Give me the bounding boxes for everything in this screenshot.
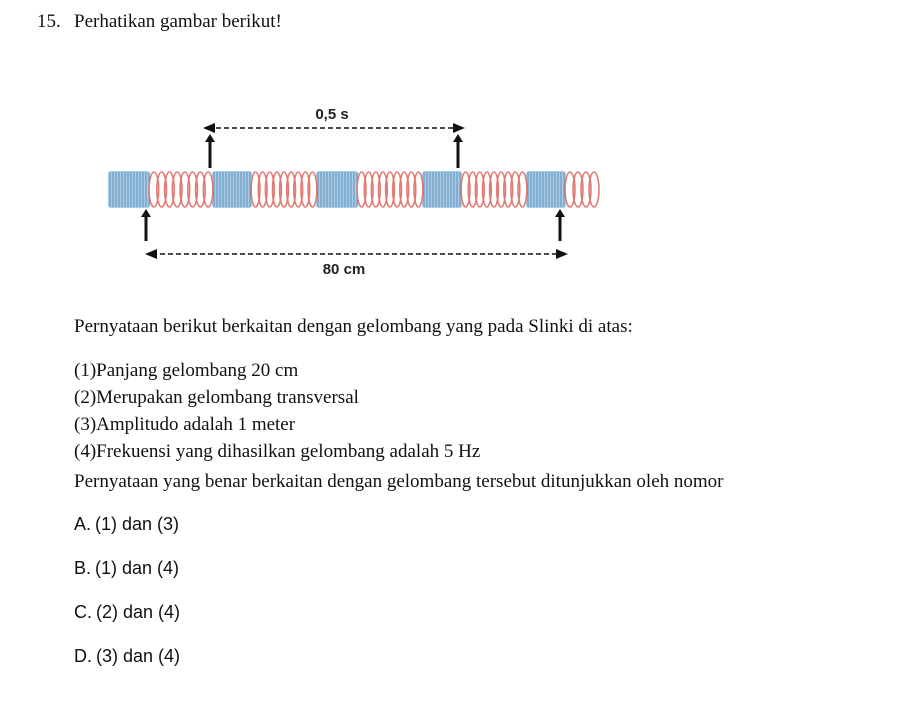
option-letter: C. — [74, 602, 92, 622]
question-prompt: Pernyataan yang benar berkaitan dengan gelombang tersebut ditunjukkan oleh nomor — [74, 471, 724, 492]
statement-list — [74, 357, 480, 465]
statement-item — [74, 384, 480, 411]
question-number: 15. — [37, 11, 61, 32]
option-d[interactable] — [74, 644, 180, 688]
statement-item — [74, 438, 480, 465]
option-b[interactable] — [74, 556, 180, 600]
length-label: 80 cm — [322, 261, 366, 278]
option-text: (3) dan (4) — [96, 646, 181, 666]
answer-options — [74, 512, 180, 688]
question-instruction: Perhatikan gambar berikut! — [74, 11, 282, 32]
option-letter: A. — [74, 514, 92, 534]
question-header — [37, 10, 282, 34]
bottom-marker-1-head — [141, 209, 151, 217]
top-marker-1-head — [205, 134, 215, 142]
length-arrow-left — [145, 249, 157, 259]
slinky-spring — [108, 171, 599, 208]
top-marker-2-head — [453, 134, 463, 142]
option-text: (2) dan (4) — [96, 602, 181, 622]
statement-text: Merupakan gelombang transversal — [96, 387, 359, 408]
statement-number: (1) — [74, 360, 97, 381]
statement-item — [74, 411, 480, 438]
statement-text: Panjang gelombang 20 cm — [96, 360, 299, 381]
statement-number: (2) — [74, 387, 97, 408]
period-arrow-right — [453, 123, 465, 133]
statement-text: Frekuensi yang dihasilkan gelombang adalah 5 Hz — [96, 441, 481, 462]
option-letter: B. — [74, 558, 92, 578]
statements-intro: Pernyataan berikut berkaitan dengan gelombang yang pada Slinki di atas: — [74, 316, 633, 337]
option-letter: D. — [74, 646, 92, 666]
option-a[interactable] — [74, 512, 180, 556]
option-text: (1) dan (3) — [95, 514, 180, 534]
compression-zone — [316, 171, 358, 208]
period-label: 0,5 s — [315, 106, 349, 123]
statement-number: (4) — [74, 441, 97, 462]
statement-text: Amplitudo adalah 1 meter — [96, 414, 296, 435]
option-text: (1) dan (4) — [95, 558, 180, 578]
statement-item — [74, 357, 480, 384]
compression-zone — [108, 171, 150, 208]
option-c[interactable] — [74, 600, 180, 644]
length-arrow-right — [556, 249, 568, 259]
period-arrow-left — [203, 123, 215, 133]
bottom-marker-2-head — [555, 209, 565, 217]
statement-number: (3) — [74, 414, 97, 435]
slinky-wave-figure — [100, 96, 600, 286]
